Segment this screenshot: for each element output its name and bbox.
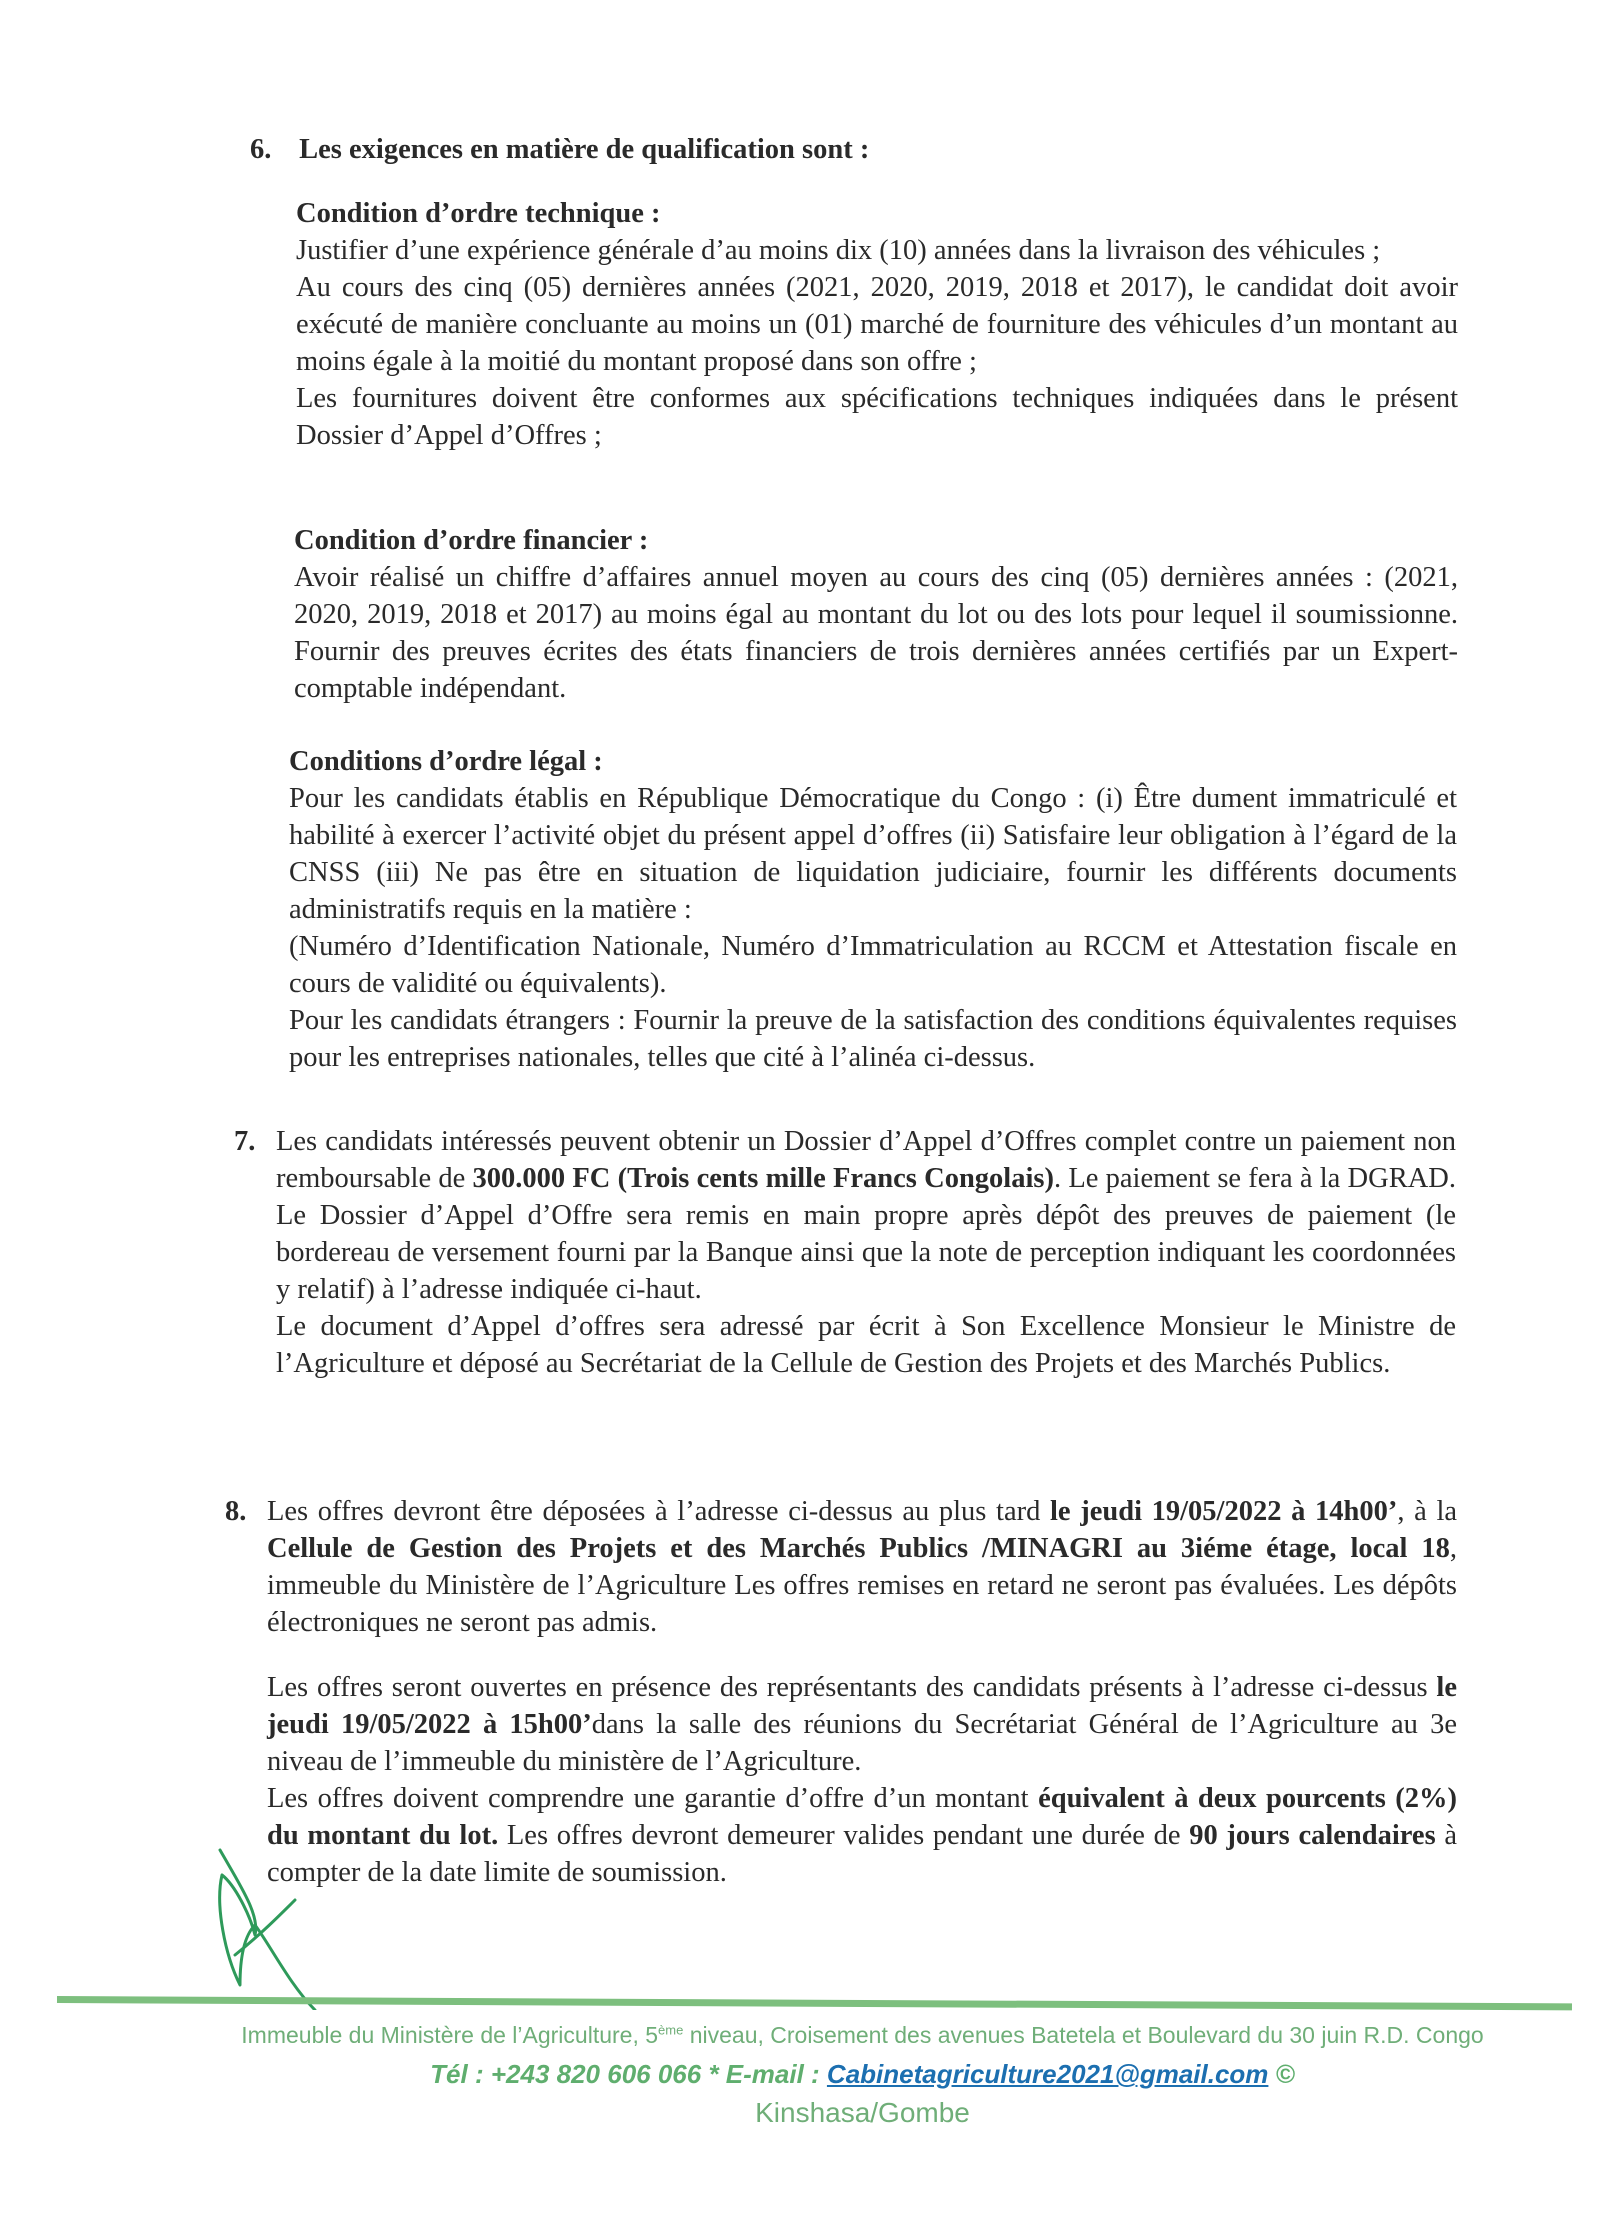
footer-city: Kinshasa/Gombe	[755, 2097, 970, 2128]
text: , à la	[1397, 1496, 1458, 1527]
financial-heading: Condition d’ordre financier :	[294, 525, 649, 556]
text: , immeuble du Ministère de l’Agriculture Les offres remises en retard ne seront pas évaluées. Les dépôts électroniques ne seront pas admis.	[267, 1533, 1457, 1638]
text: Les offres doivent comprendre une garantie d’offre d’un montant	[267, 1783, 1039, 1814]
section-number: 6.	[250, 134, 272, 165]
section-6-heading	[250, 134, 869, 166]
paragraph: Pour les candidats étrangers : Fournir la preuve de la satisfaction des conditions équivalentes requises pour les entreprises nationales, telles que cité à l’alinéa ci-dessus.	[289, 1005, 1457, 1073]
paragraph	[267, 1780, 1457, 1891]
deposit-location: Cellule de Gestion des Projets et des Marchés Publics /MINAGRI au 3iéme étage, local 18	[267, 1533, 1450, 1564]
legal-heading: Conditions d’ordre légal :	[289, 746, 603, 777]
phone-text: Tél : +243 820 606 066 * E-mail :	[430, 2059, 827, 2089]
text: Les candidats intéressés peuvent obtenir un Dossier d’Appel d’Offres complet contre un paiement non remboursable de	[276, 1126, 1456, 1194]
paragraph: Justifier d’une expérience générale d’au moins dix (10) années dans la livraison des véhicules ;	[296, 235, 1381, 266]
paragraph	[267, 1493, 1457, 1641]
paragraph: Le document d’Appel d’offres sera adressé par écrit à Son Excellence Monsieur le Ministre de l’Agriculture et déposé au Secrétariat de la Cellule de Gestion des Projets et des Marchés Publics.	[276, 1311, 1456, 1379]
financial-conditions	[294, 522, 1458, 707]
legal-conditions	[289, 743, 1457, 1076]
email-link[interactable]: Cabinetagriculture2021@gmail.com	[826, 2059, 1269, 2089]
text: ème	[658, 2022, 684, 2038]
text: Les offres devront être déposées à l’adresse ci-dessus au plus tard	[267, 1496, 1051, 1527]
paragraph: Avoir réalisé un chiffre d’affaires annuel moyen au cours des cinq (05) dernières années : (2021, 2020, 2019, 2018 et 2017) au moins égal au montant du lot ou des lots pour lequel il soumissionne. Fournir des preuves écrites des états financiers de trois dernières années certifiés par un Expert-comptable indépendant.	[294, 562, 1458, 704]
footer-address	[0, 2022, 1615, 2049]
paragraph: (Numéro d’Identification Nationale, Numéro d’Immatriculation au RCCM et Attestation fiscale en cours de validité ou équivalents).	[289, 931, 1457, 999]
signature-icon	[200, 1845, 340, 2010]
validity-period: 90 jours calendaires	[1189, 1820, 1436, 1851]
copyright-icon: ©	[1268, 2059, 1295, 2089]
paragraph: Au cours des cinq (05) dernières années (2021, 2020, 2019, 2018 et 2017), le candidat doit avoir exécuté de manière concluante au moins un (01) marché de fourniture des véhicules d’un montant au moins égale à la moitié du montant proposé dans son offre ;	[296, 272, 1458, 377]
text: niveau, Croisement des avenues Batetela et Boulevard du 30 juin R.D. Congo	[683, 2022, 1484, 2048]
technical-conditions	[296, 195, 1458, 454]
section-title: Les exigences en matière de qualification sont :	[299, 134, 870, 165]
paragraph	[276, 1123, 1456, 1308]
deadline: le jeudi 19/05/2022 à 14h00’	[1050, 1496, 1398, 1527]
paragraph: Les fournitures doivent être conformes aux spécifications techniques indiquées dans le présent Dossier d’Appel d’Offres ;	[296, 383, 1458, 451]
technical-heading: Condition d’ordre technique :	[296, 198, 661, 229]
section-number: 8.	[225, 1496, 247, 1527]
fee-amount: 300.000 FC (Trois cents mille Francs Congolais)	[472, 1163, 1054, 1194]
opening-date: le jeudi 19/05/2022 à 15h00’	[267, 1672, 1457, 1740]
text: dans la salle des réunions du Secrétariat Général de l’Agriculture au 3e niveau de l’immeuble du ministère de l’Agriculture.	[267, 1709, 1457, 1777]
section-number: 7.	[234, 1126, 256, 1157]
footer-contact	[0, 2059, 1615, 2090]
paragraph: Pour les candidats établis en République Démocratique du Congo : (i) Être dument immatriculé et habilité à exercer l’activité objet du présent appel d’offres (ii) Satisfaire leur obligation à l’égard de la CNSS (iii) Ne pas être en situation de liquidation judiciaire, fournir les différents documents administratifs requis en la matière :	[289, 783, 1457, 925]
text: Les offres devront demeurer valides pendant une durée de	[498, 1820, 1190, 1851]
text: à compter de la date limite de soumission.	[267, 1820, 1458, 1888]
text: . Le paiement se fera à la DGRAD. Le Dossier d’Appel d’Offre sera remis en main propre après dépôt des preuves de paiement (le bordereau de versement fourni par la Banque ainsi que la note de perception indiquant les coordonnées y relatif) à l’adresse indiquée ci-haut.	[276, 1163, 1456, 1305]
text: Les offres seront ouvertes en présence des représentants des candidats présents à l’adresse ci-dessus	[267, 1672, 1437, 1703]
guarantee-amount: équivalent à deux pourcents (2%) du montant du lot.	[267, 1783, 1458, 1851]
paragraph	[267, 1669, 1457, 1780]
text: Immeuble du Ministère de l’Agriculture, 5	[241, 2022, 659, 2048]
